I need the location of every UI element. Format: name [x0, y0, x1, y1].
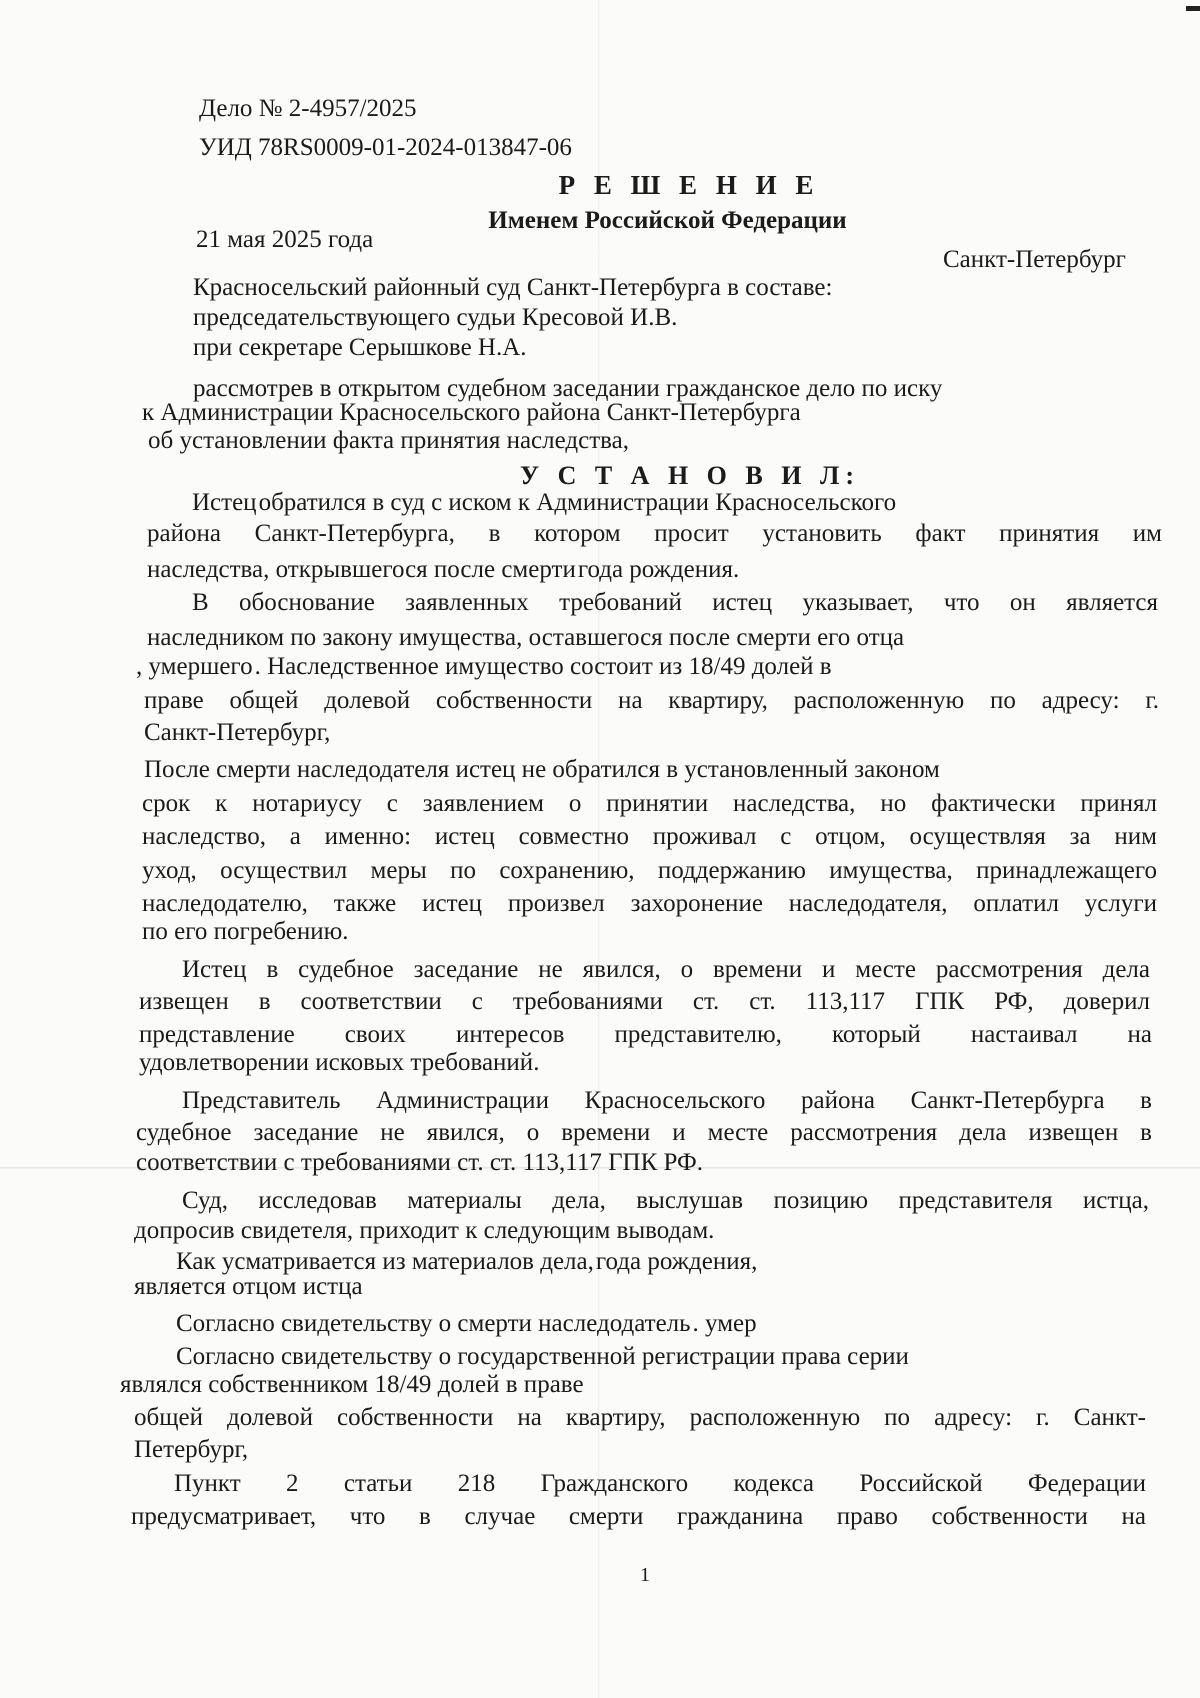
p1-line-2: района Санкт-Петербурга, в котором просит установить факт принятия им — [147, 520, 1162, 547]
intro-line-4-text: рассмотрев в открытом судебном заседании гражданское дело по иску — [193, 375, 943, 402]
p2-line-3a: , умершего — [136, 653, 253, 680]
p3-line-3: представление своих интересов представителю, который настаивал на — [139, 1021, 1152, 1048]
section-heading-ustanovil: У С Т А Н О В И Л: — [519, 461, 861, 490]
p2-line-10: наследодателю, также истец произвел захоронение наследодателя, оплатил услуги — [142, 890, 1157, 917]
p2-line-4: праве общей долевой собственности на квартиру, расположенную по адресу: г. — [144, 687, 1159, 714]
p1-line-1a: Истец — [192, 489, 257, 516]
decision-date: 21 мая 2025 года — [196, 226, 374, 253]
document-title: Р Е Ш Е Н И Е — [558, 170, 820, 200]
p1-line-1b: обратился в суд с иском к Администрации Красносельского — [258, 489, 897, 516]
p2-line-7: срок к нотариусу с заявлением о принятии наследства, но фактически принял — [142, 790, 1157, 817]
p1-line-1 — [192, 488, 896, 522]
case-uid: УИД 78RS0009-01-2024-013847-06 — [199, 134, 572, 161]
p6-line-2a: является отцом истца — [134, 1273, 363, 1300]
p2-line-8: наследство, а именно: истец совместно проживал с отцом, осуществляя за ним — [142, 823, 1157, 850]
court-composition: Красносельский районный суд Санкт-Петербурга в составе: — [193, 274, 833, 301]
p1-line-3b: года рождения. — [577, 556, 740, 583]
p2-line-2a: наследником по закону имущества, оставшегося после смерти его отца — [147, 624, 905, 651]
p8-line-3: общей долевой собственности на квартиру, расположенную по адресу: г. Санкт- — [134, 1404, 1146, 1431]
p2-line-5 — [144, 718, 337, 752]
p3-line-1: Истец в судебное заседание не явился, о времени и месте рассмотрения дела — [182, 956, 1150, 983]
p7-line-1b: . умер — [692, 1310, 757, 1337]
p6-line-1a: Как усматривается из материалов дела, — [176, 1248, 594, 1275]
p2-line-11: по его погребению. — [142, 918, 349, 945]
p1-line-3 — [147, 555, 739, 589]
p8-line-2b: являлся собственником 18/49 долей в праве — [120, 1371, 584, 1398]
p7-line-1 — [176, 1309, 770, 1343]
p6-line-1b: года рождения, — [595, 1248, 758, 1275]
p5-line-2: допросив свидетеля, приходит к следующим выводам. — [134, 1217, 715, 1244]
presiding-judge: председательствующего судьи Кресовой И.В. — [193, 304, 678, 331]
p8-line-2 — [118, 1370, 584, 1404]
case-number: Дело № 2-4957/2025 — [199, 95, 417, 122]
p8-line-1a: Согласно свидетельству о государственной регистрации права серии — [176, 1343, 909, 1370]
p5-line-1: Суд, исследовав материалы дела, выслушав позицию представителя истца, — [182, 1187, 1149, 1214]
scan-edge-mark — [1186, 6, 1200, 11]
court-secretary: при секретаре Серышкове Н.А. — [193, 334, 527, 361]
p2-line-6 — [142, 755, 940, 789]
document-subtitle: Именем Российской Федерации — [488, 207, 847, 234]
p6-line-2 — [134, 1272, 365, 1306]
intro-line-6: об установлении факта принятия наследства, — [148, 427, 629, 454]
p4-line-1: Представитель Администрации Красносельского района Санкт-Петербурга в — [182, 1087, 1152, 1114]
p2-line-3 — [134, 652, 832, 686]
decision-city: Санкт-Петербург — [943, 246, 1126, 273]
p9-line-2: предусматривает, что в случае смерти гражданина право собственности на — [131, 1503, 1146, 1530]
intro-line-5-text: к Администрации Красносельского района Санкт-Петербурга — [142, 399, 801, 426]
p8-line-4a: Петербург, — [134, 1436, 249, 1463]
p4-line-2: судебное заседание не явился, о времени и месте рассмотрения дела извещен в — [136, 1119, 1152, 1146]
p9-line-1: Пункт 2 статьи 218 Гражданского кодекса Российской Федерации — [174, 1470, 1146, 1497]
p1-line-3a: наследства, открывшегося после смерти — [147, 556, 576, 583]
p7-line-1a: Согласно свидетельству о смерти наследодатель — [176, 1310, 691, 1337]
p2-line-9: уход, осуществил меры по сохранению, поддержанию имущества, принадлежащего — [142, 857, 1157, 884]
p3-line-2: извещен в соответствии с требованиями ст. ст. 113,117 ГПК РФ, доверил — [139, 988, 1150, 1015]
p8-line-4 — [134, 1435, 250, 1469]
p4-line-3: соответствии с требованиями ст. ст. 113,117 ГПК РФ. — [136, 1149, 704, 1176]
p2-line-5a: Санкт-Петербург, — [144, 719, 331, 746]
p2-line-6b: После смерти наследодателя истец не обратился в установленный законом — [144, 756, 940, 783]
page-number: 1 — [640, 1564, 650, 1586]
p3-line-4: удовлетворении исковых требований. — [139, 1049, 540, 1076]
p2-line-3b: . Наследственное имущество состоит из 18/49 долей в — [254, 653, 832, 680]
p2-line-1: В обоснование заявленных требований истец указывает, что он является — [192, 589, 1158, 616]
